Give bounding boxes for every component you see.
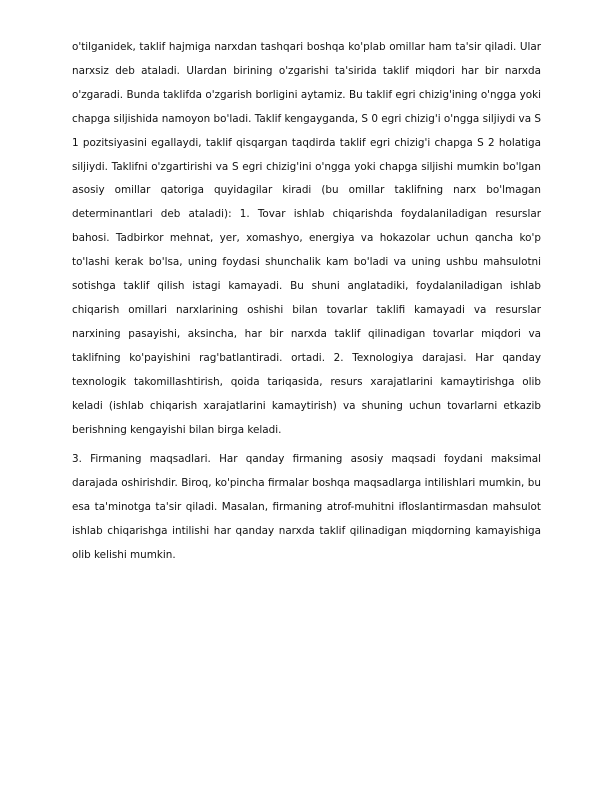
- body-paragraph-2: 3. Firmaning maqsadlari. Har qanday firmaning asosiy maqsadi foydani maksimal darajada oshirishdir. Biroq, ko'pincha firmalar boshqa maqsadlarga intilishlari mumkin, bu esa ta'minotga ta'sir qiladi. Masalan, firmaning atrof-muhitni ifloslantirmasdan mahsulot ishlab chiqarishga intilishi har qanday narxda taklif qilinadigan miqdorning kamayishiga olib kelishi mumkin.: [72, 453, 541, 562]
- body-paragraph-1: o'tilganidek, taklif hajmiga narxdan tashqari boshqa ko'plab omillar ham ta'sir qiladi. Ular narxsiz deb ataladi. Ulardan birining o'zgarishi ta'sirida taklif miqdori har bir narxda o'zgaradi. Bunda taklifda o'zgarish borligini aytamiz. Bu taklif egri chizig'ining o'ngga yoki chapga siljishida namoyon bo'ladi. Taklif kengayganda, S 0 egri chizig'i o'ngga siljiydi va S 1 pozitsiyasini egallaydi, taklif qisqargan taqdirda taklif egri chizig'i chapga S 2 holatiga siljiydi. Taklifni o'zgartirishi va S egri chizig'ini o'ngga yoki chapga siljishi mumkin bo'lgan asosiy omillar qatoriga quyidagilar kiradi (bu omillar taklifning narx bo'lmagan determinantlari deb ataladi): 1. Tovar ishlab chiqarishda foydalaniladigan resurslar bahosi. Tadbirkor mehnat, yer, xomashyo, energiya va hokazolar uchun qancha ko'p to'lashi kerak bo'lsa, uning foydasi shunchalik kam bo'ladi va uning ushbu mahsulotni sotishga taklif qilish istagi kamayadi. Bu shuni anglatadiki, foydalaniladigan ishlab chiqarish omillari narxlarining oshishi bilan tovarlar taklifi kamayadi va resurslar narxining pasayishi, aksincha, har bir narxda taklif qilinadigan tovarlar miqdori va taklifning ko'payishini rag'batlantiradi. ortadi. 2. Texnologiya darajasi. Har qanday texnologik takomillashtirish, qoida tariqasida, resurs xarajatlarini kamaytirishga olib keladi (ishlab chiqarish xarajatlarini kamaytirish) va shuning uchun tovarlarni etkazib berishning kengayishi bilan birga keladi.: [72, 41, 541, 436]
- document-page: [72, 36, 541, 568]
